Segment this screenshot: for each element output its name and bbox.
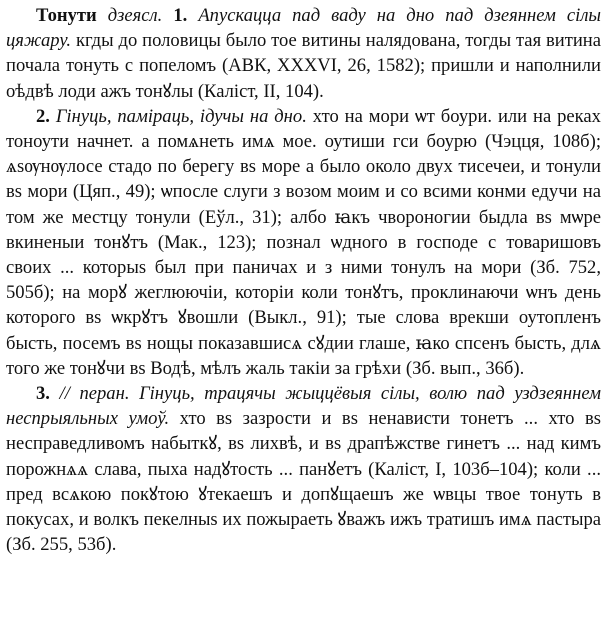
- sense-1-quotes: кгды до половицы было тое витины налядована, тогды тая витина почала тонуть с попеломъ (АВК, XXXVI, 26, 1582); пришли и наполнили оѣдвѣ лоди ажъ тонꙋлы (Каліст, II, 104).: [6, 30, 601, 102]
- headword: Тонути: [36, 5, 97, 26]
- sense-1-paragraph: [6, 3, 601, 104]
- part-of-speech: дзеясл.: [107, 5, 163, 26]
- sense-1-number: 1.: [173, 5, 188, 26]
- sense-3-number: 3.: [36, 383, 50, 405]
- sense-3-quotes: хто вs зазрости и вs ненависти тонетъ ... хто вs несправедливомъ набыткꙋ, вs лихвѣ, и вs драпѣжстве гинетъ ... над кимъ порожнѧѧ слава, пыха надꙋтость ... панꙋетъ (Каліст, I, 103б–104); коли ... пред всѧкою покꙋтою ꙋтекаешъ и допꙋщаешъ же ѡвцы твое тонуть в покусах, и волкъ пекелныs их пожыраеть ꙋважъ ижъ тратишъ имѧ пастыра (Зб. 255, 53б).: [6, 408, 601, 556]
- sense-3-definition: // перан. Гінуць, трацячы жыццёвыя сілы, волю пад уздзеяннем неспрыяльных умоў.: [6, 383, 601, 430]
- sense-3-paragraph: [6, 381, 601, 557]
- sense-2-paragraph: [6, 104, 601, 381]
- sense-2-definition: Гінуць, паміраць, ідучы на дно.: [55, 105, 307, 127]
- sense-1-definition: Апускацца пад ваду на дно пад дзеяннем сілы цяжару.: [6, 5, 602, 52]
- sense-2-quotes: хто на мори ѡт боури. или на реках тоноути начнет. а помѧнеть имѧ мое. оутиши гси боурю (Чэцця, 108б); ѧѕѹнѹлосе стадо по берегу вs море а было около двух тисечеи, и тонули вs мори (Цяп., 49); ѡпосле слуги з возом моим и со всими конми едучи на том же местцу тонули (Еўл., 31); албо ꙗкъ чворонoгии быдла вs мѡре вкиненыи тонꙋтъ (Мак., 123); познал ѡдного в господе с товаришовъ своих ... которыs был при паничах и з ними тонулъ на мори (Зб. 752, 505б); на морꙋ жеглюючіи, которіи коли тонꙋтъ, проклинаючи ѡнъ день которого вs ѡкрꙋтъ ꙋвошли (Выкл., 91); тые слова врекши оутопленъ бысть, посемъ вs нощы показавшисѧ сꙋдии глаше, ꙗко спсенъ бысть, длѧ того же тонꙋчи вs Водѣ, мѣлъ жаль такіи за грѣхи (Зб. вып., 36б).: [6, 105, 601, 379]
- sense-2-number: 2.: [36, 105, 50, 127]
